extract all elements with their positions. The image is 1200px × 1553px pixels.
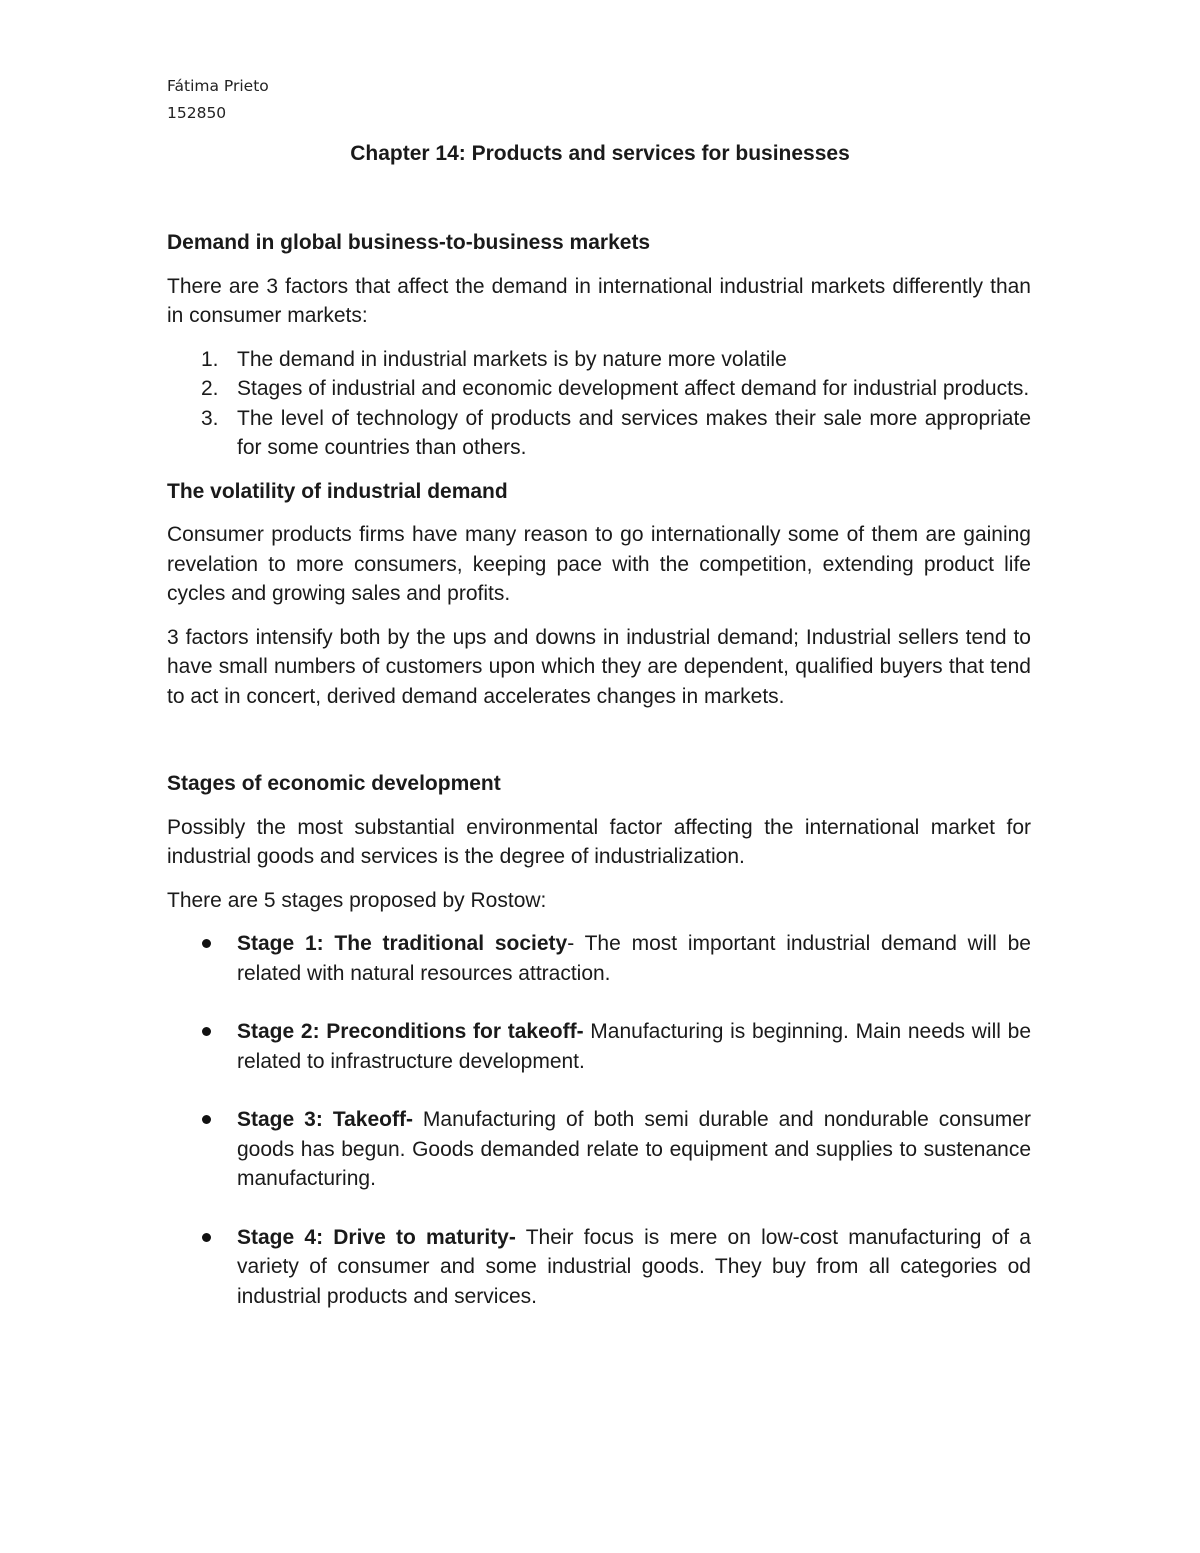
list-item-text: Stages of industrial and economic development affect demand for industrial products.	[237, 377, 1030, 400]
volatility-paragraph-1: Consumer products firms have many reason to go internationally some of them are gaining revelation to more consumers, keeping pace with the competition, extending product life cycles and growing sales and profits.	[167, 523, 1031, 605]
list-item-text: The level of technology of products and services makes their sale more appropriate for some countries than others.	[237, 406, 1031, 459]
list-item-text: The demand in industrial markets is by nature more volatile	[237, 347, 787, 371]
list-item	[167, 929, 1031, 988]
bullet-icon	[202, 1115, 211, 1124]
stage-label: Stage 2: Preconditions for takeoff-	[237, 1020, 584, 1043]
author-name: Fátima Prieto	[167, 77, 269, 95]
list-number: 1.	[201, 347, 219, 371]
stage-text: The most important industrial demand will be related with natural resources attraction.	[237, 932, 1031, 985]
stage-label: Stage 1: The traditional society	[237, 932, 568, 955]
author-block	[167, 73, 269, 127]
factors-list	[167, 345, 1031, 463]
section-heading-demand: Demand in global business-to-business markets	[167, 231, 651, 254]
list-item	[167, 1017, 1031, 1076]
volatility-paragraph-2: 3 factors intensify both by the ups and downs in industrial demand; Industrial sellers tend to have small numbers of customers upon which they are dependent, qualified buyers that tend to act in concert, derived demand accelerates changes in markets.	[167, 625, 1031, 708]
chapter-title: Chapter 14: Products and services for businesses	[350, 142, 850, 165]
stage-separator	[413, 1108, 423, 1131]
stage-separator	[516, 1226, 526, 1249]
list-number: 3.	[201, 406, 219, 430]
stages-paragraph-2: There are 5 stages proposed by Rostow:	[167, 888, 547, 912]
stage-label: Stage 3: Takeoff-	[237, 1108, 413, 1131]
list-item	[167, 1223, 1031, 1312]
document-body	[167, 228, 1031, 1340]
bullet-icon	[202, 1027, 211, 1036]
bullet-icon	[202, 939, 211, 948]
demand-intro: There are 3 factors that affect the demand in international industrial markets differently than in consumer markets:	[167, 274, 1031, 327]
section-heading-stages: Stages of economic development	[167, 772, 501, 795]
stages-paragraph-1: Possibly the most substantial environmental factor affecting the international market for industrial goods and services is the degree of industrialization.	[167, 815, 1031, 868]
spacer	[167, 725, 1031, 769]
section-heading-volatility: The volatility of industrial demand	[167, 479, 508, 503]
list-item	[167, 1105, 1031, 1194]
stage-text: Their focus is mere on low-cost manufacturing of a variety of consumer and some industrial goods. They buy from all categories od industrial products and services.	[237, 1225, 1031, 1308]
bullet-icon	[202, 1233, 211, 1242]
list-item	[167, 345, 1031, 375]
student-id: 152850	[167, 104, 227, 122]
list-item	[167, 374, 1031, 404]
stage-separator: -	[567, 932, 585, 955]
stages-list	[167, 929, 1031, 1311]
stage-label: Stage 4: Drive to maturity-	[237, 1225, 516, 1249]
stage-text: Manufacturing is beginning. Main needs will be related to infrastructure development.	[237, 1020, 1032, 1073]
stage-text: Manufacturing of both semi durable and nondurable consumer goods has begun. Goods demanded relate to equipment and supplies to sustenance manufacturing.	[237, 1108, 1031, 1190]
list-number: 2.	[201, 377, 219, 400]
list-item	[167, 404, 1031, 463]
